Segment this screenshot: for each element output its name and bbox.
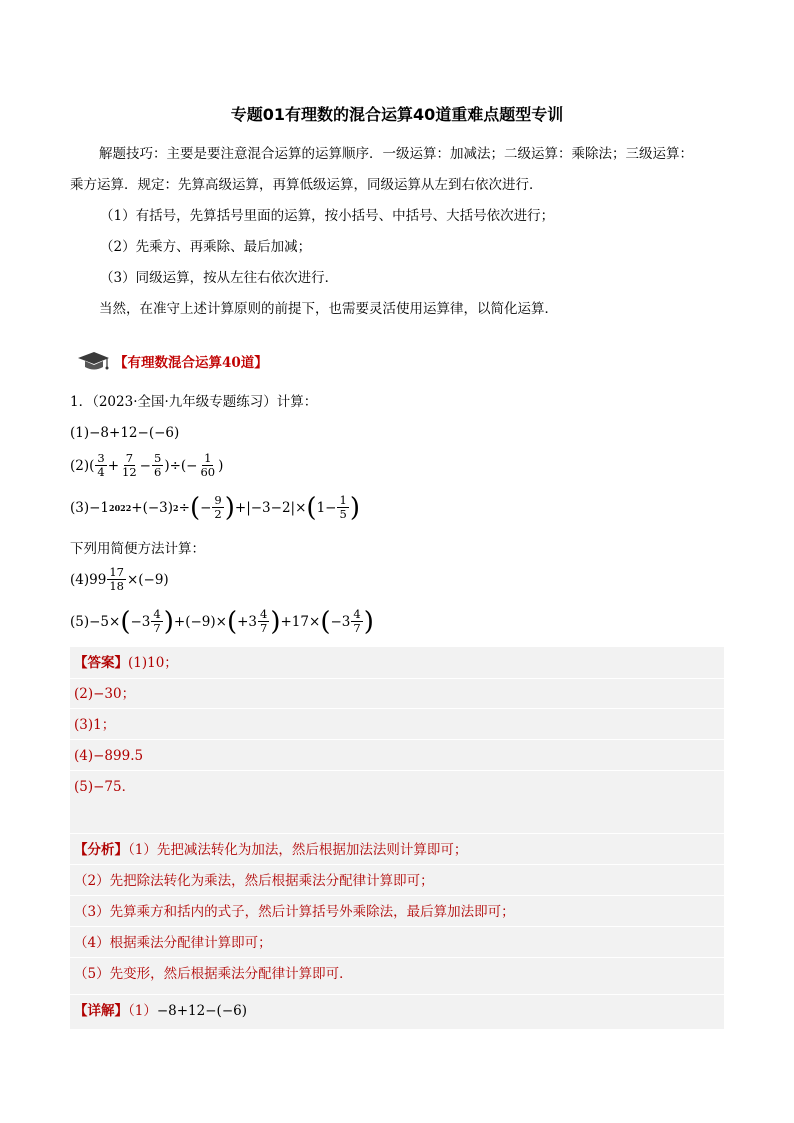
detail-prefix: （1） [128, 1003, 157, 1019]
q3-paren1-pre: − [200, 499, 212, 516]
q3-part-c: ÷ [178, 499, 190, 516]
page-title: 专题01有理数的混合运算40道重难点题型专训 [230, 105, 564, 124]
analysis-5: （5）先变形，然后根据乘法分配律计算即可． [74, 966, 353, 982]
q3-paren2-pre: 1− [316, 499, 337, 516]
q3-open-paren-2: ( [306, 492, 317, 523]
q3-open-paren-1: ( [189, 492, 201, 523]
intro-line-2: 乘方运算．规定：先算高级运算，再算低级运算，同级运算从左到右依次进行． [70, 177, 543, 193]
q5-paren2: +3 [237, 613, 258, 630]
q3-part-a: (3)−1 [70, 499, 110, 516]
q3-close-paren-2: ) [349, 492, 360, 523]
q2-fraction-1: $\frac{3}{4}$ [97, 451, 105, 479]
divider [70, 864, 724, 865]
q5-fraction-1: $\frac{4}{7}$ [153, 607, 161, 635]
divider [70, 678, 724, 679]
q3-fraction-2: $\frac{1}{5}$ [339, 493, 347, 521]
q2-fraction-2: $\frac{7}{12}$ [122, 451, 137, 479]
answer-4: (4)−899.5 [74, 748, 144, 764]
divider [70, 994, 724, 995]
q5-close-paren-3: ) [363, 606, 374, 637]
q2-fraction-3: $\frac{5}{6}$ [153, 451, 162, 479]
divider [70, 895, 724, 896]
q5-close-paren-1: ) [163, 606, 174, 637]
question-3 [70, 494, 360, 521]
divider [70, 708, 724, 709]
simple-method-header: 下列用简便方法计算： [70, 541, 205, 557]
analysis-row-1 [74, 841, 467, 859]
answer-label: 【答案】 [74, 655, 128, 671]
q3-part-b: +(−3) [131, 499, 174, 516]
divider [70, 770, 724, 771]
q5-part-b: +(−9)× [173, 613, 227, 630]
q2-prefix: (2)( [70, 457, 95, 474]
q5-fraction-3: $\frac{4}{7}$ [353, 607, 361, 635]
question-4 [70, 566, 169, 593]
intro-note: 当然，在准守上述计算原则的前提下，也需要灵活使用运算律，以简化运算． [99, 301, 558, 317]
q5-close-paren-2: ) [270, 606, 281, 637]
analysis-2: （2）先把除法转化为乘法，然后根据乘法分配律计算即可； [74, 873, 434, 889]
q2-end: ) [218, 457, 224, 474]
q5-open-paren-2: ( [226, 606, 238, 637]
question-2 [70, 452, 223, 479]
divider [70, 957, 724, 958]
answer-1: (1)10； [128, 655, 178, 671]
rule-3: （3）同级运算，按从左往右依次进行． [100, 270, 339, 286]
q5-open-paren-3: ( [320, 606, 331, 637]
question-1: (1)−8+12−(−6) [70, 425, 180, 441]
section-title: 【有理数混合运算40道】 [114, 355, 268, 371]
divider [70, 833, 724, 834]
rule-1: （1）有括号，先算括号里面的运算，按小括号、中括号、大括号依次进行； [100, 208, 555, 224]
q5-part-c: +17× [280, 613, 321, 630]
q5-open-paren-1: ( [120, 606, 131, 637]
answer-2: (2)−30； [74, 686, 136, 702]
q2-minus: − [139, 457, 151, 474]
divider [70, 739, 724, 740]
detail-row-1 [74, 1002, 247, 1020]
q5-paren1: −3 [130, 613, 151, 630]
intro-line-1: 解题技巧：主要是要注意混合运算的运算顺序．一级运算：加减法；二级运算：乘除法；三级运算： [99, 146, 693, 162]
rule-2: （2）先乘方、再乘除、最后加减； [100, 239, 312, 255]
q3-exponent-1: 2022 [109, 502, 132, 513]
answer-row-1 [74, 654, 178, 672]
q2-mid: )÷(− [164, 457, 198, 474]
q5-fraction-2: $\frac{4}{7}$ [260, 607, 268, 635]
q3-fraction-1: $\frac{9}{2}$ [214, 493, 222, 521]
analysis-1: （1）先把减法转化为加法，然后根据加法法则计算即可； [128, 842, 468, 858]
detail-expression: −8+12−(−6) [156, 1003, 247, 1019]
question-header: 1．（2023·全国·九年级专题练习）计算： [70, 394, 318, 410]
q2-plus: + [107, 457, 120, 474]
graduation-cap-icon [76, 350, 110, 372]
detail-label: 【详解】 [74, 1003, 128, 1019]
q3-exponent-2: 2 [173, 502, 179, 513]
q3-part-d: +|−3−2|× [234, 499, 307, 516]
q4-part-a: (4)99 [70, 571, 107, 588]
q5-paren3: −3 [330, 613, 351, 630]
q2-fraction-4: $\frac{1}{60}$ [200, 451, 216, 479]
answer-3: (3)1； [74, 717, 116, 733]
analysis-label: 【分析】 [74, 842, 128, 858]
analysis-3: （3）先算乘方和括内的式子，然后计算括号外乘除法，最后算加法即可； [74, 904, 515, 920]
question-5 [70, 608, 374, 635]
section-heading [76, 350, 268, 372]
q4-fraction: $\frac{17}{18}$ [109, 565, 124, 593]
answer-5: (5)−75． [74, 779, 136, 795]
divider [70, 926, 724, 927]
q5-part-a: (5)−5× [70, 613, 121, 630]
analysis-4: （4）根据乘法分配律计算即可； [74, 935, 272, 951]
q3-close-paren-1: ) [224, 492, 235, 523]
q4-part-b: ×(−9) [126, 571, 169, 588]
